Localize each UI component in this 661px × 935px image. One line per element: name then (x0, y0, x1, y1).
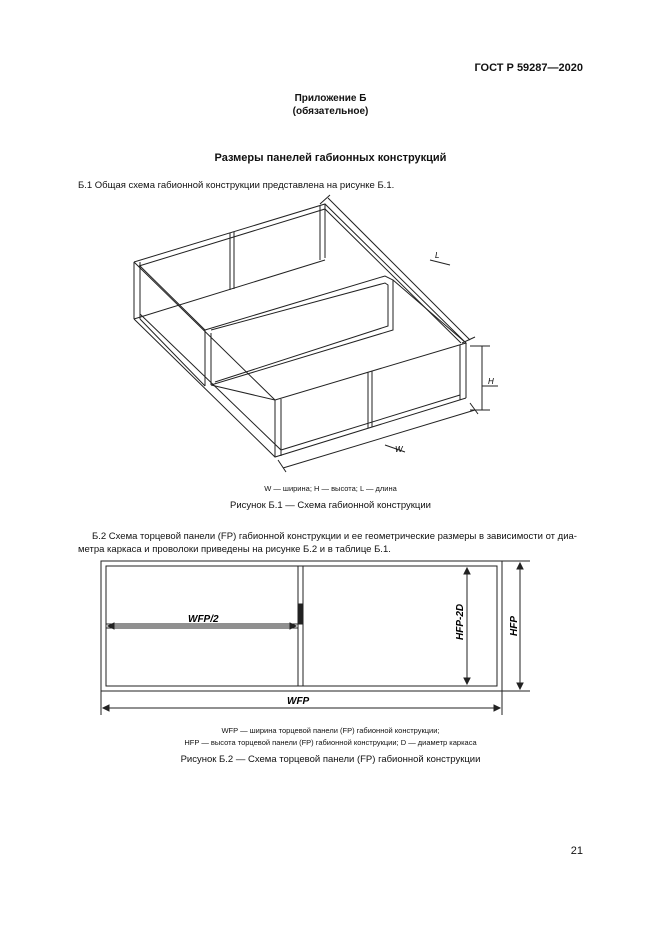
paragraph-b2-line2: метра каркаса и проволоки приведены на рисунке Б.2 и в таблице Б.1. (78, 544, 391, 555)
dim-label-width: WFP (287, 696, 310, 707)
dim-label-h: H (488, 377, 494, 386)
dim-label-w: W (395, 445, 403, 454)
figure-b2-legend-line2: HFP — высота торцевой панели (FP) габионной конструкции; D — диаметр каркаса (184, 738, 477, 747)
figure-b1-caption: Рисунок Б.1 — Схема габионной конструкции (230, 500, 431, 511)
dim-label-height: HFP (509, 616, 520, 636)
appendix-note: (обязательное) (292, 106, 369, 117)
paragraph-b2-line1: Б.2 Схема торцевой панели (FP) габионной конструкции и ее геометрические размеры в зависимости от диа- (92, 531, 577, 542)
figure-b2-legend-line1: WFP — ширина торцевой панели (FP) габионной конструкции; (221, 726, 440, 735)
standard-header: ГОСТ Р 59287—2020 (474, 62, 583, 74)
dim-label-half-width: WFP/2 (188, 614, 219, 625)
appendix-title: Приложение Б (294, 93, 367, 104)
section-title: Размеры панелей габионных конструкций (214, 152, 447, 164)
page-number: 21 (570, 845, 583, 857)
figure-b1-legend: W — ширина; H — высота; L — длина (264, 484, 397, 493)
figure-b2-caption: Рисунок Б.2 — Схема торцевой панели (FP) габионной конструкции (180, 754, 481, 765)
paragraph-b1: Б.1 Общая схема габионной конструкции представлена на рисунке Б.1. (78, 180, 395, 191)
dim-label-l: L (435, 251, 440, 260)
dim-label-inner-height: HFP-2D (455, 603, 466, 640)
